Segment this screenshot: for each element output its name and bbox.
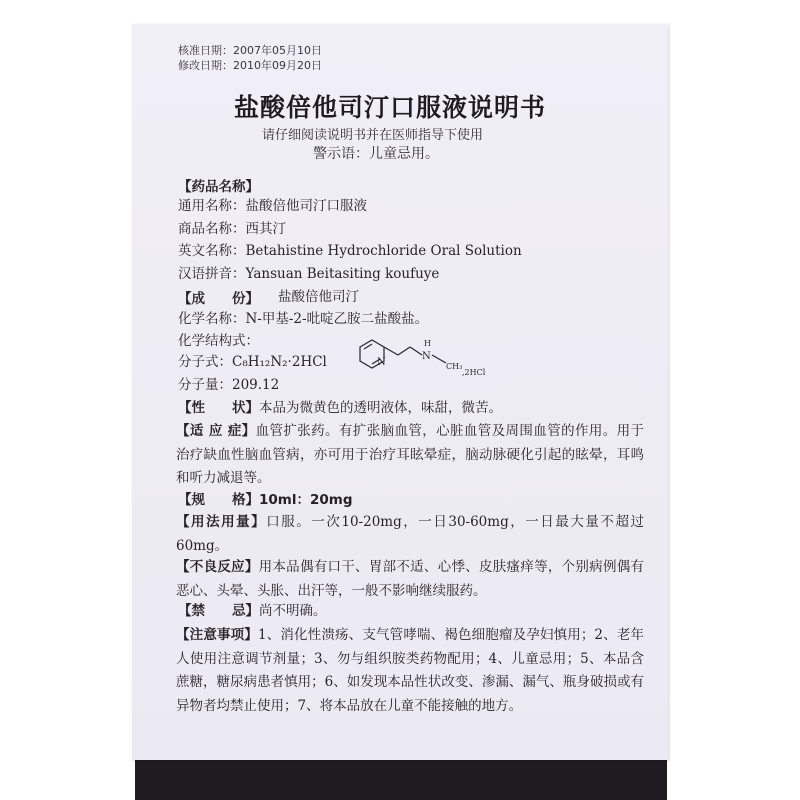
structure-diagram (350, 335, 510, 377)
molecular-weight: 分子量：209.12 (178, 377, 280, 393)
indications-text: 血管扩张药。有扩张脑血管，心脏血管及周围血管的作用。用于治疗缺血性脑血管病，亦可用于治疗耳眩晕症，脑动脉硬化引起的眩晕，耳鸣和听力减退等。 (176, 423, 645, 486)
amine-nitrogen: N (422, 351, 431, 362)
spec-text: 10ml：20mg (259, 492, 353, 508)
section-header-composition: 【成 份】 (178, 291, 259, 307)
chemical-structure (350, 335, 510, 381)
spec-line (178, 490, 353, 510)
english-name: 英文名称：Betahistine Hydrochloride Oral Solution (178, 243, 522, 259)
contra-text: 尚不明确。 (259, 603, 327, 619)
section-header-dosage: 【用法用量】 (176, 514, 267, 530)
section-header-spec: 【规 格】 (178, 492, 259, 508)
section-header-precautions: 【注意事项】 (176, 627, 258, 643)
dosage-paragraph (176, 511, 644, 558)
section-header-properties: 【性 状】 (178, 400, 259, 416)
hcl-salt: ,2HCl (462, 368, 486, 377)
chemical-name: 化学名称：N-甲基-2-吡啶乙胺二盐酸盐。 (178, 311, 429, 327)
contra-line (178, 601, 327, 621)
molecular-formula: C₈H₁₂N₂·2HCl (232, 354, 327, 370)
dosage-text: 口服。一次10-20mg，一日30-60mg，一日最大量不超过60mg。 (176, 514, 644, 554)
generic-name: 通用名称：盐酸倍他司汀口服液 (178, 198, 367, 214)
section-header-indications: 【适 应 症】 (176, 423, 256, 439)
adverse-paragraph (176, 556, 644, 603)
formula-label (178, 352, 327, 372)
pyridine-nitrogen: N (377, 357, 386, 368)
trade-name: 商品名称：西其汀 (178, 221, 286, 237)
precautions-paragraph (176, 624, 644, 718)
pinyin-name: 汉语拼音：Yansuan Beitasiting koufuye (178, 266, 440, 282)
indications-paragraph (176, 420, 644, 491)
composition-value: 盐酸倍他司汀 (278, 289, 359, 305)
revise-date: 修改日期：2010年09月20日 (178, 59, 322, 72)
subtitle: 请仔细阅读说明书并在医师指导下使用 (262, 128, 484, 143)
structure-label: 化学结构式： (178, 333, 259, 349)
properties-line (178, 398, 502, 418)
document-title: 盐酸倍他司汀口服液说明书 (234, 93, 547, 122)
approve-date: 核准日期：2007年05月10日 (178, 44, 322, 57)
section-header-adverse: 【不良反应】 (176, 559, 259, 575)
properties-text: 本品为微黄色的透明液体，味甜，微苦。 (259, 400, 502, 416)
methyl-group: CH₃ (446, 362, 463, 371)
amine-hydrogen: H (424, 339, 431, 348)
warning-text: 警示语：儿童忌用。 (313, 146, 439, 162)
section-header-drug-name: 【药品名称】 (178, 179, 259, 195)
precautions-text: 1、消化性溃疡、支气管哮喘、褐色细胞瘤及孕妇慎用；2、老年人使用注意调节剂量；3、勿与组织胺类药物配用；4、儿童忌用；5、本品含蔗糖，糖尿病患者慎用；6、如发现本品性状改变、渗漏、漏气、瓶身破损或有异物者均禁止使用；7、将本品放在儿童不能接触的地方。 (176, 627, 644, 714)
section-header-contra: 【禁 忌】 (178, 603, 259, 619)
dark-background (135, 758, 667, 800)
formula-prefix: 分子式： (178, 354, 232, 370)
adverse-text: 用本品偶有口干、胃部不适、心悸、皮肤瘙痒等，个别病例偶有恶心、头晕、头胀、出汗等，一般不影响继续服药。 (176, 559, 645, 599)
